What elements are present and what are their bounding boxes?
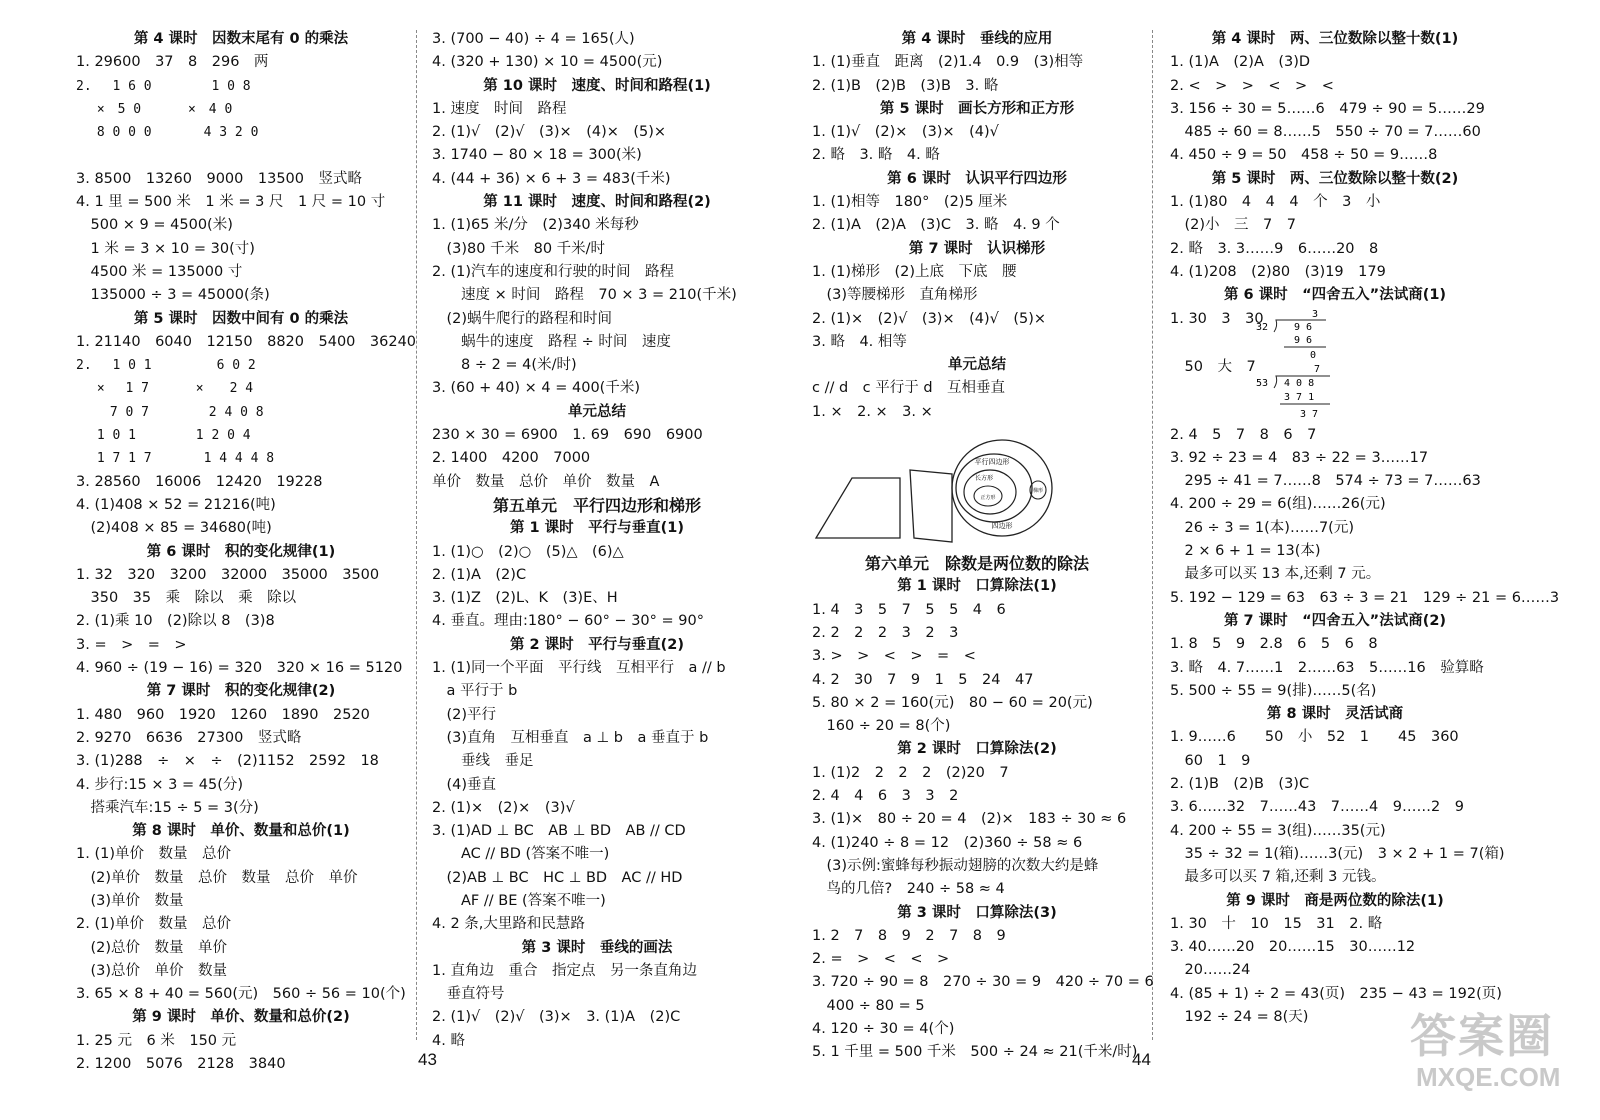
answer-line: (3)单价 数量 [76,892,184,909]
answer-line: 350 35 乘 除以 乘 除以 [76,590,297,607]
answer-line: 2. (1)乘 10 (2)除以 8 (3)8 [76,613,275,630]
vertical-calc-line: 1 7 1 7 1 4 4 4 8 [76,451,275,467]
answer-line: 1. 4 3 5 7 5 5 4 6 [812,601,1006,618]
answer-line: 20……24 [1170,962,1251,979]
answer-line: (2)单价 数量 总价 数量 总价 单价 [76,869,358,886]
vertical-calc-line: × 1 7 × 2 4 [76,381,254,397]
answer-line: 4. 步行:15 × 3 = 45(分) [76,776,244,793]
venn-label-inner: 长方形 [974,475,994,483]
answer-column-2 [432,28,792,1053]
answer-line: 3. = > = > [76,636,187,653]
answer-line: 2. 1400 4200 7000 [432,450,591,467]
answer-line: 1. 直角边 重合 指定点 另一条直角边 [432,962,697,979]
answer-line: 485 ÷ 60 = 8……5 550 ÷ 70 = 7……60 [1170,124,1481,141]
answer-line: 500 × 9 = 4500(米) [76,217,233,234]
unit-heading: 第五单元 平行四边形和梯形 [492,495,701,515]
answer-line: (2)总价 数量 单价 [76,939,228,956]
answer-line: 2. (1)× (2)√ (3)× (4)√ (5)× [812,310,1047,327]
answer-line: 4500 米 = 135000 寸 [76,263,243,280]
answer-line: 4. 2 30 7 9 1 5 24 47 [812,671,1034,688]
answer-line: 4. 960 ÷ (19 − 16) = 320 320 × 16 = 5120 [76,660,403,677]
answer-column-4 [1170,28,1560,1029]
answer-line: 垂线 垂足 [432,753,534,770]
ld1-quotient: 3 [1312,308,1319,320]
div-answer-line-1: 1. 30 3 30 [1170,310,1264,327]
answer-line: (4)垂直 [432,776,497,793]
answer-line: 135000 ÷ 3 = 45000(条) [76,287,270,304]
answer-line: 3. (700 − 40) ÷ 4 = 165(人) [432,31,635,47]
answer-line: 2. 略 3. 3……9 6……20 8 [1170,240,1379,257]
answer-line: 4. 2 条,大里路和民慧路 [432,916,585,933]
section-heading: 第 5 课时 因数中间有 0 的乘法 [133,310,349,327]
answer-line: 2. (1)汽车的速度和行驶的时间 路程 [432,263,674,280]
answer-line: 1. 21140 6040 12150 8820 5400 36240 [76,333,417,350]
vertical-calc-line: 2. 1 6 0 1 0 8 [76,78,251,94]
answer-line: (2)平行 [432,706,497,723]
answer-line: 3. 720 ÷ 90 = 8 270 ÷ 30 = 9 420 ÷ 70 = 6 [812,974,1154,991]
answer-line: 3. (1)Z (2)L、K (3)E、H [432,590,618,607]
answer-line: 1. 25 元 6 米 150 元 [76,1032,237,1049]
long-division-block [1170,308,1530,424]
answer-line: 2. 1200 5076 2128 3840 [76,1056,286,1073]
section-heading: 第 4 课时 因数末尾有 0 的乘法 [133,31,349,47]
answer-line [76,144,436,167]
answer-line: 5. 80 × 2 = 160(元) 80 − 60 = 20(元) [812,694,1093,711]
answer-line: 1. 32 320 3200 32000 35000 3500 [76,566,380,583]
answer-line: AF // BE (答案不唯一) [432,892,606,909]
column-4-top [1170,28,1530,308]
answer-column-3 [812,28,1172,1065]
answer-line: 1. 30 十 10 15 31 2. 略 [1170,915,1383,932]
answer-line: 2. = > < < > [812,951,950,968]
answer-line: a 平行于 b [432,683,518,700]
answer-line: 1. (1)65 米/分 (2)340 米每秒 [432,217,639,234]
vertical-calc-line: 2. 1 0 1 6 0 2 [76,358,256,374]
answer-line: 4. 120 ÷ 30 = 4(个) [812,1020,955,1037]
section-heading: 第 1 课时 口算除法(1) [897,578,1057,595]
answer-line: 1. (1)2 2 2 2 (2)20 7 [812,764,1009,781]
watermark-bottom-text: MXQE.COM [1416,1062,1561,1092]
answer-line: 4. (1)208 (2)80 (3)19 179 [1170,263,1386,280]
answer-line: 3. > > < > = < [812,648,976,665]
answer-line: 速度 × 时间 路程 70 × 3 = 210(千米) [432,287,737,304]
answer-line: 2. 2 2 2 3 2 3 [812,624,959,641]
answer-line: 1. (1)垂直 距离 (2)1.4 0.9 (3)相等 [812,54,1084,71]
vertical-calc-line: 7 0 7 2 4 0 8 [76,404,264,420]
venn-label-side: 梯形 [1032,488,1044,495]
answer-line: 搭乘汽车:15 ÷ 5 = 3(分) [76,799,259,816]
answer-line: 35 ÷ 32 = 1(箱)……3(元) 3 × 2 + 1 = 7(箱) [1170,845,1505,862]
answer-line: 1. (1)同一个平面 平行线 互相平行 a // b [432,660,726,677]
answer-line: 1. 速度 时间 路程 [432,100,567,117]
answer-line: 3. (1)AD ⊥ BC AB ⊥ BD AB // CD [432,823,686,840]
answer-column-1 [76,28,436,1076]
section-heading: 第 8 课时 单价、数量和总价(1) [132,823,350,840]
answer-line: 2. (1)B (2)B (3)C [1170,776,1310,793]
answer-line: 蜗牛的速度 路程 ÷ 时间 速度 [432,333,671,350]
answer-line: 4. 200 ÷ 29 = 6(组)……26(元) [1170,496,1386,513]
answer-line: 1 米 = 3 × 10 = 30(寸) [76,240,255,257]
answer-line: 2. 4 5 7 8 6 7 [1170,426,1317,443]
answer-line: 1. (1)√ (2)× (3)× (4)√ [812,124,999,141]
answer-line: 垂直符号 [432,986,505,1003]
answer-line: 1. × 2. × 3. × [812,403,933,420]
section-heading: 第 7 课时 积的变化规律(2) [146,683,336,700]
ld2-remainder: 3 7 [1300,408,1319,420]
answer-line: 1. 2 7 8 9 2 7 8 9 [812,927,1006,944]
column-3-top [812,28,1172,424]
venn-label-middle: 平行四边形 [974,458,1010,467]
answer-line: 1. (1)○ (2)○ (5)△ (6)△ [432,543,624,560]
page-number-left: 43 [418,1050,437,1069]
answer-line: 3. 65 × 8 + 40 = 560(元) 560 ÷ 56 = 10(个) [76,986,406,1003]
section-heading: 第 2 课时 口算除法(2) [897,741,1057,758]
answer-line: (3)等腰梯形 直角梯形 [812,287,978,304]
long-division-2 [1254,362,1344,424]
answer-line: 3. 略 4. 7……1 2……63 5……16 验算略 [1170,659,1484,676]
answer-line: 3. 92 ÷ 23 = 4 83 ÷ 22 = 3……17 [1170,449,1429,466]
answer-line: (2)408 × 85 = 34680(吨) [76,520,272,537]
answer-line: 230 × 30 = 6900 1. 69 690 6900 [432,427,703,444]
answer-line: 3. (1)288 ÷ × ÷ (2)1152 2592 18 [76,753,379,770]
answer-line: 3. 6……32 7……43 7……4 9……2 9 [1170,799,1464,816]
page-number-right: 44 [1132,1050,1151,1069]
answer-line: (3)示例:蜜蜂每秒振动翅膀的次数大约是蜂 [812,857,1099,874]
answer-line: 2. (1)× (2)× (3)√ [432,799,575,816]
answer-line: 5. 192 − 129 = 63 63 ÷ 3 = 21 129 ÷ 21 = 6……3 [1170,589,1560,606]
answer-line: 最多可以买 7 箱,还剩 3 元钱。 [1170,869,1386,886]
answer-line: 2. (1)√ (2)√ (3)× 3. (1)A (2)C [432,1009,681,1026]
ld1-divisor: 32 [1256,321,1269,333]
venn-label-core: 正方形 [980,495,996,502]
column-4-bottom [1170,424,1560,1030]
watermark-logo [1410,1000,1582,1110]
section-heading: 第 1 课时 平行与垂直(1) [509,520,685,537]
long-division-1 [1254,306,1344,366]
answer-line: 192 ÷ 24 = 8(天) [1170,1008,1309,1025]
answer-line: 3. 40……20 20……15 30……12 [1170,939,1416,956]
answer-line: 3. 156 ÷ 30 = 5……6 479 ÷ 90 = 5……29 [1170,100,1485,117]
ld2-product: 3 7 1 [1284,391,1315,403]
vertical-calc-line: 1 0 1 1 2 0 4 [76,428,251,444]
column-3-bottom [812,552,1172,1065]
answer-line: 2. < > > < > < [1170,77,1334,94]
section-heading: 单元总结 [948,357,1006,374]
div-answer-line-2: 50 大 7 [1170,358,1256,375]
answer-line: 3. (1)× 80 ÷ 20 = 4 (2)× 183 ÷ 30 ≈ 6 [812,811,1127,828]
answer-line: (3)总价 单价 数量 [76,962,228,979]
answer-line: 8 ÷ 2 = 4(米/时) [432,357,577,374]
answer-line: 4. (44 + 36) × 6 + 3 = 483(千米) [432,170,671,187]
section-heading: 第 6 课时 积的变化规律(1) [146,543,336,560]
answer-line: 1. (1)A (2)A (3)D [1170,54,1311,71]
answer-line: 4. 1 里 = 500 米 1 米 = 3 尺 1 尺 = 10 寸 [76,194,386,211]
trapezoid-shape [816,478,900,538]
vertical-calc-line: 8 0 0 0 4 3 2 0 [76,125,259,141]
quadrilateral-figure [812,424,1142,552]
venn-label-outer: 四边形 [991,522,1013,531]
section-heading: 第 5 课时 两、三位数除以整十数(2) [1211,170,1459,187]
answer-line: 鸟的几倍? 240 ÷ 58 ≈ 4 [812,881,1005,898]
answer-line: 2. (1)A (2)A (3)C 3. 略 4. 9 个 [812,217,1060,234]
section-heading: 第 3 课时 垂线的画法 [521,939,673,956]
section-heading: 单元总结 [568,403,626,420]
answer-line: 5. 1 千里 = 500 千米 500 ÷ 24 ≈ 21(千米/时) [812,1044,1138,1061]
section-heading: 第 6 课时 认识平行四边形 [887,170,1067,187]
ld1-product: 9 6 [1294,334,1313,346]
vertical-calc-line: × 5 0 × 4 0 [76,101,233,117]
answer-line: 4. 略 [432,1032,465,1049]
answer-line: 3. (60 + 40) × 4 = 400(千米) [432,380,640,397]
answer-line: 1. 8 5 9 2.8 6 5 6 8 [1170,636,1378,653]
answer-line: AC // BD (答案不唯一) [432,846,610,863]
answer-line: (2)AB ⊥ BC HC ⊥ BD AC // HD [432,869,683,886]
answer-line: 295 ÷ 41 = 7……8 574 ÷ 73 = 7……63 [1170,473,1481,490]
section-heading: 第 5 课时 画长方形和正方形 [879,100,1075,117]
answer-line: 3. 1740 − 80 × 18 = 300(米) [432,147,642,164]
answer-line: 2 × 6 + 1 = 13(本) [1170,543,1321,560]
ld1-remainder: 0 [1310,349,1317,361]
answer-line: (3)直角 互相垂直 a ⊥ b a 垂直于 b [432,729,709,746]
answer-line: 3. 8500 13260 9000 13500 竖式略 [76,170,362,187]
answer-line: 4. (320 + 130) × 10 = 4500(元) [432,54,663,71]
section-heading: 第 7 课时 认识梯形 [908,240,1046,257]
answer-line: 2. (1)√ (2)√ (3)× (4)× (5)× [432,124,667,141]
answer-line: 4. 200 ÷ 55 = 3(组)……35(元) [1170,822,1386,839]
answer-line: 60 1 9 [1170,752,1251,769]
section-heading: 第 8 课时 灵活试商 [1266,706,1404,723]
answer-line: 1. 9……6 50 小 52 1 45 360 [1170,729,1459,746]
answer-line: 1. (1)单价 数量 总价 [76,846,231,863]
answer-line: 最多可以买 13 本,还剩 7 元。 [1170,566,1381,583]
answer-line: 1. 29600 37 8 296 两 [76,54,269,71]
section-heading: 第 10 课时 速度、时间和路程(1) [483,77,711,94]
answer-line: 4. (85 + 1) ÷ 2 = 43(页) 235 − 43 = 192(页) [1170,985,1502,1002]
ld1-dividend: 9 6 [1294,321,1313,333]
answer-line: 1. (1)梯形 (2)上底 下底 腰 [812,263,1017,280]
answer-line: 1. 480 960 1920 1260 1890 2520 [76,706,370,723]
section-heading: 第 4 课时 垂线的应用 [901,31,1053,47]
ld2-dividend: 4 0 8 [1284,377,1315,389]
answer-line: 4. 450 ÷ 9 = 50 458 ÷ 50 = 9……8 [1170,147,1438,164]
answer-line: 3. 略 4. 相等 [812,333,907,350]
answer-line: (2)蜗牛爬行的路程和时间 [432,310,613,327]
section-heading: 第 2 课时 平行与垂直(2) [509,636,685,653]
section-heading: 第 9 课时 单价、数量和总价(2) [132,1009,350,1026]
section-heading: 第 7 课时 “四舍五入”法试商(2) [1223,612,1447,629]
answer-line: 4. (1)240 ÷ 8 = 12 (2)360 ÷ 58 ≈ 6 [812,834,1083,851]
right-trapezoid-shape [910,470,952,542]
section-heading: 第 3 课时 口算除法(3) [897,904,1057,921]
answer-line: 2. 4 4 6 3 3 2 [812,788,959,805]
answer-line: 1. (1)80 4 4 4 个 3 小 [1170,194,1381,211]
answer-line: 1. (1)相等 180° (2)5 厘米 [812,194,1008,211]
answer-line: 2. 略 3. 略 4. 略 [812,147,940,164]
answer-line: 4. (1)408 × 52 = 21216(吨) [76,496,276,513]
section-heading: 第 4 课时 两、三位数除以整十数(1) [1211,31,1459,47]
answer-line: 2. (1)单价 数量 总价 [76,916,231,933]
answer-line: 2. (1)B (2)B (3)B 3. 略 [812,77,999,94]
answer-line: 3. 28560 16006 12420 19228 [76,473,323,490]
answer-line: 160 ÷ 20 = 8(个) [812,718,951,735]
answer-line: 单价 数量 总价 单价 数量 A [432,473,660,490]
answer-line: 2. (1)A (2)C [432,566,527,583]
section-heading: 第 6 课时 “四舍五入”法试商(1) [1223,287,1447,304]
answer-line: 4. 垂直。理由:180° − 60° − 30° = 90° [432,613,704,630]
answer-line: (3)80 千米 80 千米/时 [432,240,606,257]
answer-line: 2. 9270 6636 27300 竖式略 [76,729,302,746]
answer-line: (2)小 三 7 7 [1170,217,1296,234]
ld2-quotient: 7 [1314,363,1321,375]
answer-line: c // d c 平行于 d 互相垂直 [812,380,1006,397]
watermark-top-text: 答案圈 [1410,1009,1554,1063]
section-heading: 第 11 课时 速度、时间和路程(2) [483,194,711,211]
answer-line: 400 ÷ 80 = 5 [812,997,925,1014]
ld2-divisor: 53 [1256,377,1269,389]
answer-line: 26 ÷ 3 = 1(本)……7(元) [1170,519,1354,536]
section-heading: 第 9 课时 商是两位数的除法(1) [1226,892,1444,909]
answer-line: 5. 500 ÷ 55 = 9(排)……5(名) [1170,682,1377,699]
unit-heading: 第六单元 除数是两位数的除法 [864,554,1089,574]
